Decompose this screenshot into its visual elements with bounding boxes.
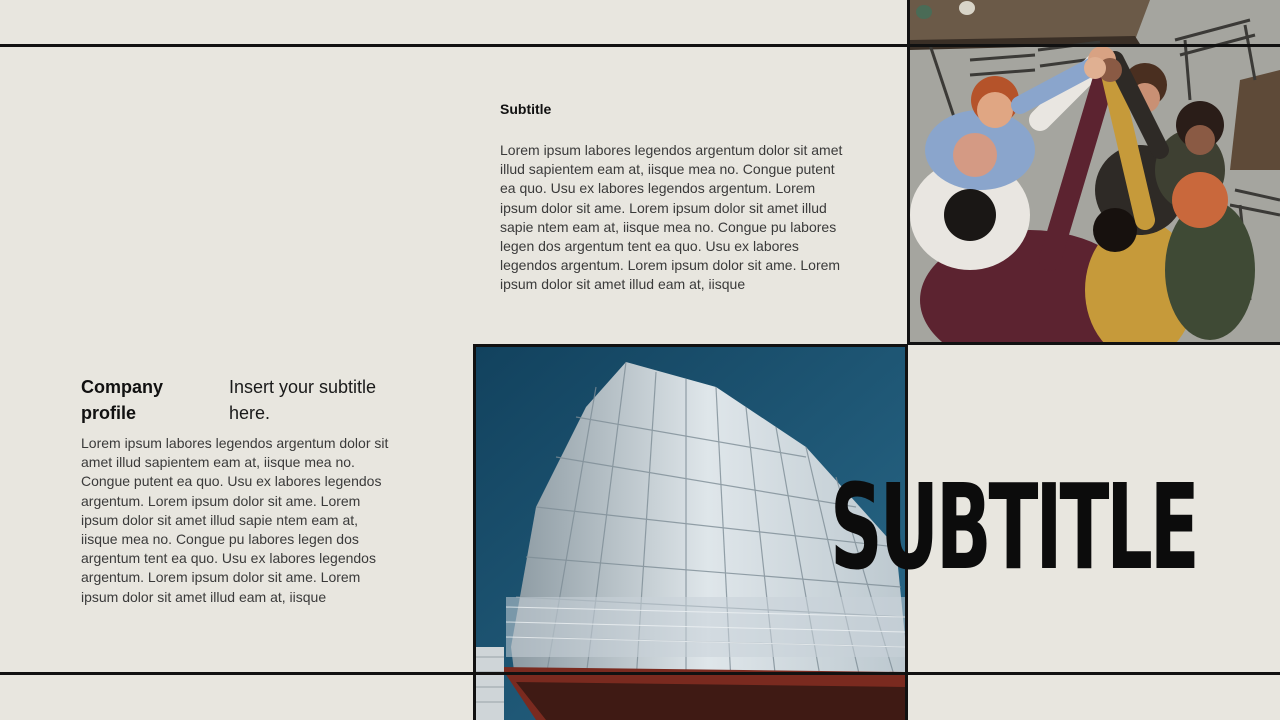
big-subtitle-heading: SUBTITLE: [830, 458, 1197, 596]
middle-right-rule: [908, 342, 1280, 345]
company-profile-body: Lorem ipsum labores legendos argentum dolor sit amet illud sapientem eam at, iisque mea no. Congue putent ea quo. Usu ex labores legendos argentum. Lorem ipsum dolor sit ame. Lorem ipsum dolor sit amet illud sapie ntem eam at, iisque mea no. Congue pu labores legen dos argentum tent ea quo. Usu ex labores legendos argentum. Lorem ipsum dolor sit ame. Lorem ipsum dolor sit amet illud eam at, iisque: [81, 435, 389, 605]
subtitle-heading: Subtitle: [500, 101, 552, 117]
subtitle-body-text: Lorem ipsum labores legendos argentum dolor sit amet illud sapientem eam at, iisque mea no. Congue putent ea quo. Usu ex labores legendos argentum. Lorem ipsum dolor sit ame. Lorem ipsum dolor sit amet illud sapie ntem eam at, iisque mea no. Congue pu labores legen dos argentum tent ea quo. Usu ex labores legendos argentum. Lorem ipsum dolor sit ame. Lorem ipsum dolor sit amet illud eam at, iisque: [500, 142, 843, 293]
bottom-rule: [0, 672, 1280, 675]
team-high-five-photo: [910, 0, 1280, 342]
company-profile-title: Company profile: [81, 377, 164, 423]
vertical-rule: [907, 0, 910, 344]
company-profile-subtitle: Insert your subtitle here.: [229, 377, 377, 423]
top-rule: [0, 44, 1280, 47]
